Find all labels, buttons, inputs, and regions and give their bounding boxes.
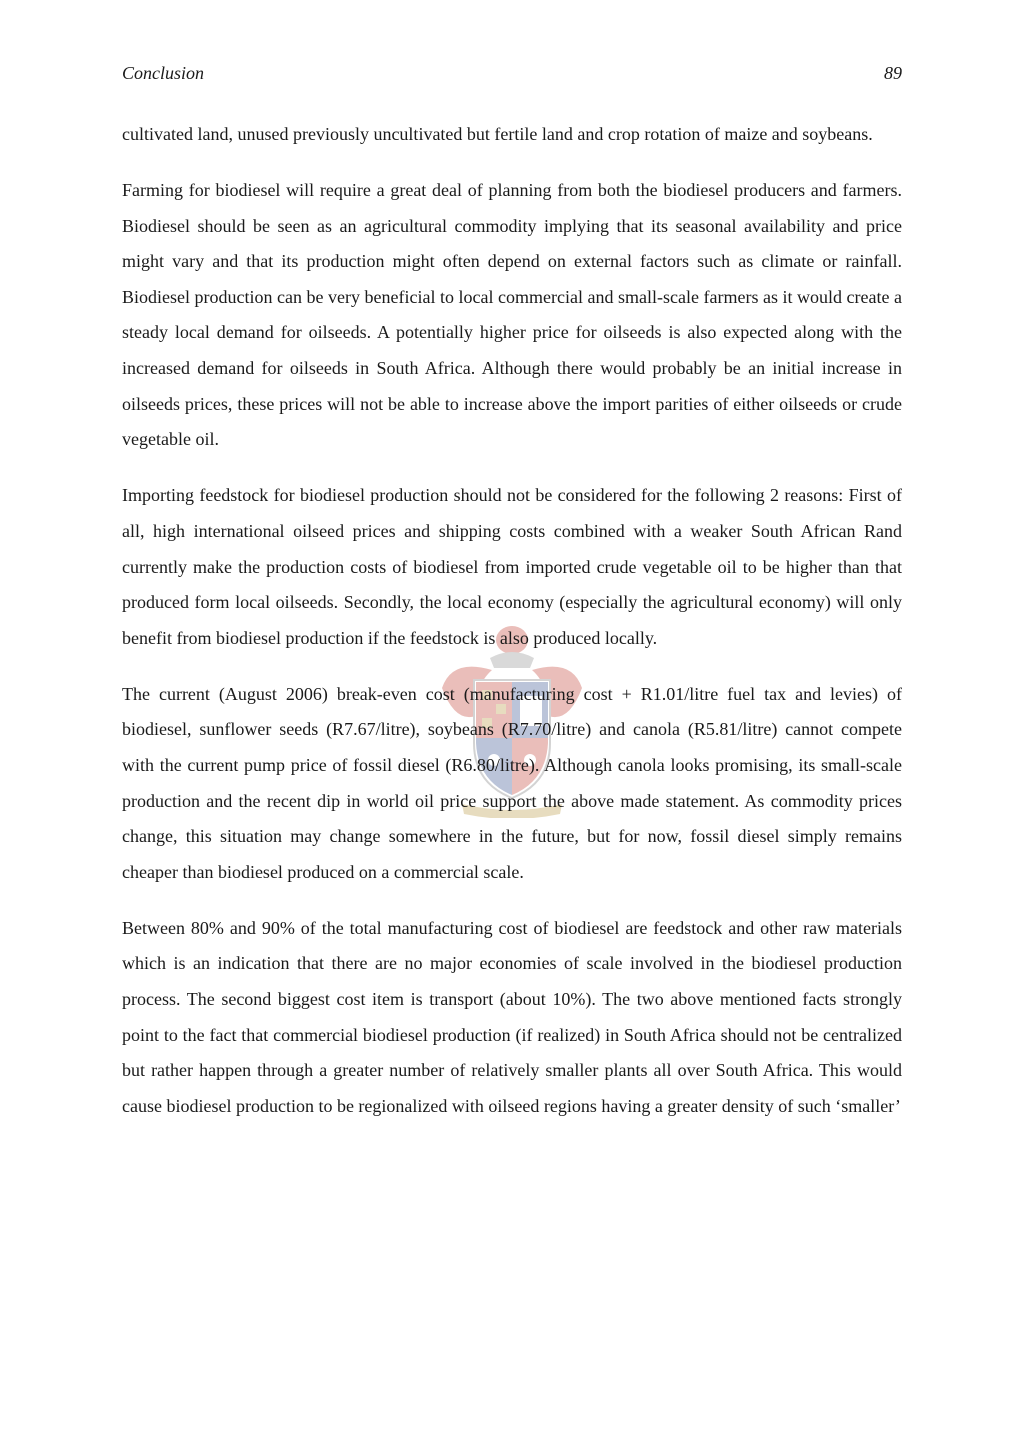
body-text xyxy=(122,117,902,1145)
paragraph: cultivated land, unused previously uncultivated but fertile land and crop rotation of maize and soybeans. xyxy=(122,124,873,144)
paragraph: Importing feedstock for biodiesel production should not be considered for the following 2 reasons: First of all, high international oilseed prices and shipping costs combined with a weaker South African Rand currently make the production costs of biodiesel from imported crude vegetable oil to be higher than that produced form local oilseeds. Secondly, the local economy (especially the agricultural economy) will only benefit from biodiesel production if the feedstock is also produced locally. xyxy=(122,485,902,648)
page-header xyxy=(122,63,902,87)
paragraph: Farming for biodiesel will require a great deal of planning from both the biodiesel producers and farmers. Biodiesel should be seen as an agricultural commodity implying that its seasonal availability and price might vary and that its production might often depend on external factors such as climate or rainfall. Biodiesel production can be very beneficial to local commercial and small-scale farmers as it would create a steady local demand for oilseeds. A potentially higher price for oilseeds is also expected along with the increased demand for oilseeds in South Africa. Although there would probably be an initial increase in oilseeds prices, these prices will not be able to increase above the import parities of either oilseeds or crude vegetable oil. xyxy=(122,180,902,450)
section-title: Conclusion xyxy=(122,63,205,83)
page-number: 89 xyxy=(884,63,902,83)
paragraph: The current (August 2006) break-even cost (manufacturing cost + R1.01/litre fuel tax and levies) of biodiesel, sunflower seeds (R7.67/litre), soybeans (R7.70/litre) and canola (R5.81/litre) cannot compete with the current pump price of fossil diesel (R6.80/litre). Although canola looks promising, its small-scale production and the recent dip in world oil price support the above made statement. As commodity prices change, this situation may change somewhere in the future, but for now, fossil diesel simply remains cheaper than biodiesel produced on a commercial scale. xyxy=(122,683,902,882)
paragraph: Between 80% and 90% of the total manufacturing cost of biodiesel are feedstock and other raw materials which is an indication that there are no major economies of scale involved in the biodiesel production process. The second biggest cost item is transport (about 10%). The two above mentioned facts strongly point to the fact that commercial biodiesel production (if realized) in South Africa should not be centralized but rather happen through a greater number of relatively smaller plants all over South Africa. This would cause biodiesel production to be regionalized with oilseed regions having a greater density of such ‘smaller’ xyxy=(122,917,902,1116)
